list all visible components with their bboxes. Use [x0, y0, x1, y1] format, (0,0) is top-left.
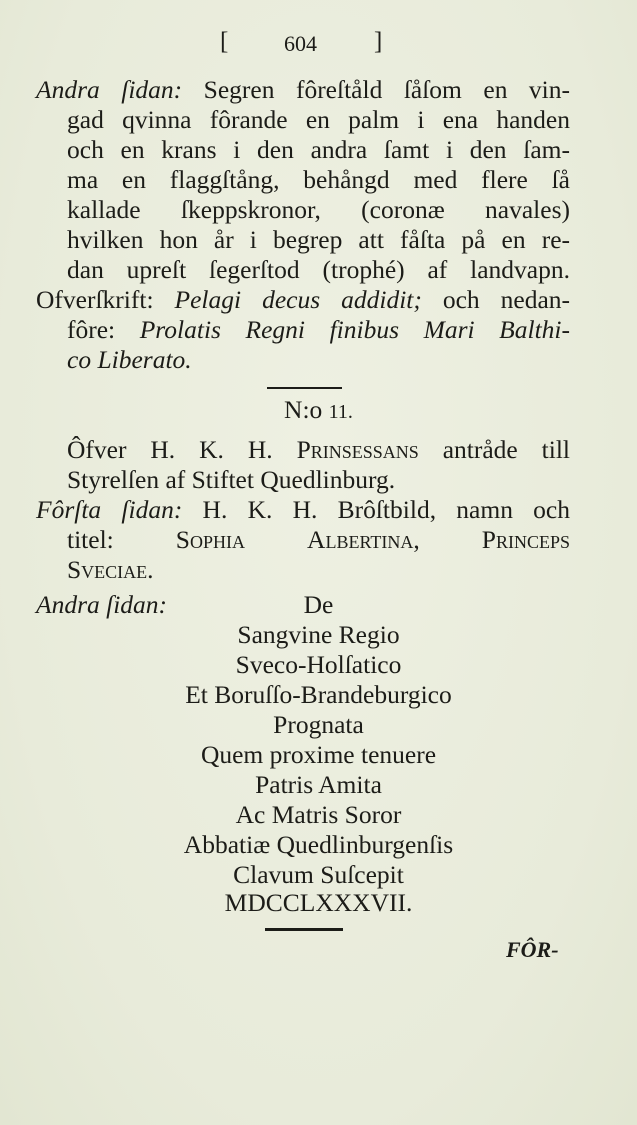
catchword: FÔR- [506, 937, 559, 962]
inscription-line-8: Abbatiæ Quedlinburgenſis [183, 830, 454, 859]
side-label: Fôrſta ſidan: [36, 495, 183, 524]
bracket-left: [ [220, 28, 229, 55]
section-1-line-4: ma en flaggſtång, behångd med flere ſå [67, 165, 570, 194]
section-2-title-line-1: Ôfver H. K. H. Prinsessans antråde till [67, 435, 571, 464]
section-1-line-7: dan upreſt ſegerſtod (trophé) af landvapn. [67, 255, 570, 284]
page-header [0, 22, 637, 62]
section-1-line-1: Andra ſidan: Segren fôreſtåld ſåſom en vin- [36, 75, 571, 104]
inscription-line-5: Quem proxime tenuere [200, 740, 437, 769]
below-inscription-line: fôre: Prolatis Regni finibus Mari Balthi- [67, 315, 570, 344]
inscription-line-1: Sangvine Regio [237, 620, 400, 649]
inscription-line-3: Et Boruſſo-Brandeburgico [185, 680, 452, 709]
inscription-line-0: De [303, 590, 334, 619]
section-divider [267, 387, 342, 389]
first-side-line: Fôrſta ſidan: H. K. H. Brôſtbild, namn och [36, 495, 570, 524]
section-2-title-line-2: Styrelſen af Stiftet Quedlinburg. [67, 465, 396, 494]
side-label: Andra ſidan: [36, 75, 183, 104]
page-number: 604 [284, 31, 317, 56]
inscription-line-7: Ac Matris Soror [235, 800, 402, 829]
inscription-line: Ofverſkrift: Pelagi decus addidit; och nedan- [36, 285, 571, 314]
bracket-right: ] [374, 28, 383, 55]
inscription-line-10: MDCCLXXXVII. [224, 888, 413, 917]
section-1-line-2: gad qvinna fôrande en palm i ena handen [67, 105, 570, 134]
section-1-line-5: kallade ſkeppskronor, (coronæ navales) [67, 195, 570, 224]
end-divider [265, 928, 343, 931]
inscription-line-4: Prognata [273, 710, 364, 739]
inscription-line-6: Patris Amita [255, 770, 382, 799]
titles-line-2: Sveciae. [67, 555, 154, 584]
inscription-line-2: Sveco-Holſatico [235, 650, 402, 679]
section-1-line-6: hvilken hon år i begrep att fåſta på en re- [67, 225, 570, 254]
inscription-line-9: Clavum Suſcepit [233, 860, 404, 889]
section-1-line-3: och en krans i den andra ſamt i den ſam- [67, 135, 570, 164]
below-inscription-line-2: co Liberato. [67, 345, 192, 374]
titles-line: titel: Sophia Albertina, Princeps [67, 525, 570, 554]
number-heading: N:o 11. [284, 395, 353, 424]
second-side-label: Andra ſidan: [36, 590, 168, 619]
